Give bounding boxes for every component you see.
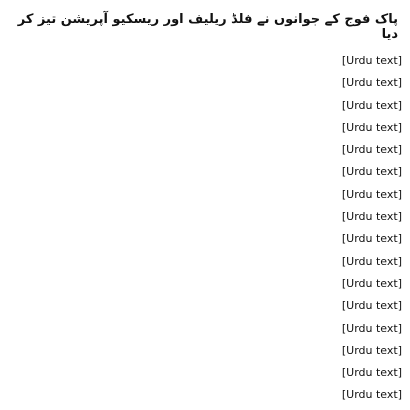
body-line: [Urdu text] (341, 98, 402, 112)
body-line: [Urdu text] (341, 366, 402, 380)
body-line: [Urdu text] (341, 343, 402, 357)
headline: پاک فوج کے جوانوں نے فلڈ ریلیف اور ریسکیو آپریشن تیز کر دیا (17, 12, 398, 42)
body-line: [Urdu text] (341, 76, 402, 90)
body-line: [Urdu text] (341, 299, 402, 313)
body-line: [Urdu text] (341, 276, 402, 290)
body-line: [Urdu text] (341, 321, 402, 335)
article-body (8, 50, 402, 407)
body-line: [Urdu text] (341, 54, 402, 67)
body-line: [Urdu text] (341, 165, 402, 179)
body-line: [Urdu text] (341, 210, 402, 224)
body-line: [Urdu text] (341, 254, 402, 268)
body-line: [Urdu text] (341, 187, 402, 201)
body-line: [Urdu text] (341, 143, 402, 157)
body-line: [Urdu text] (341, 388, 402, 402)
body-line: [Urdu text] (341, 120, 402, 134)
body-line: [Urdu text] (341, 232, 402, 246)
